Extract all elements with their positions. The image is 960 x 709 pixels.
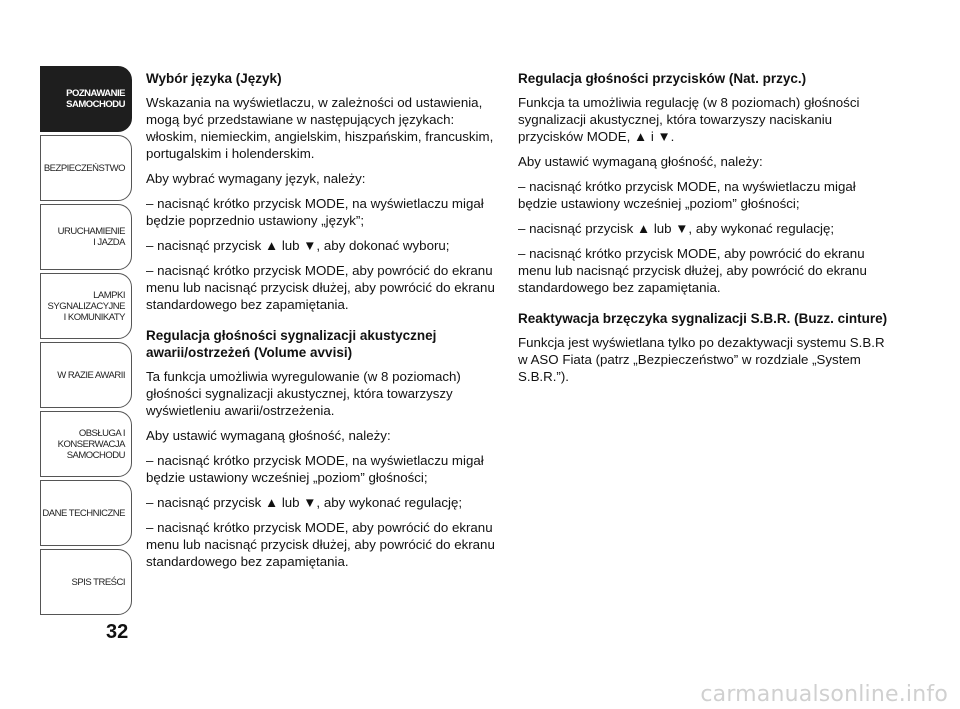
paragraph: Ta funkcja umożliwia wyregulowanie (w 8 poziomach) głośności sygnalizacji akustycznej, która towarzyszy wyświetleniu awarii/ostrzeżenia.	[146, 369, 461, 418]
paragraph: Wskazania na wyświetlaczu, w zależności od ustawienia, mogą być przedstawiane w następujących językach: włoskim, niemieckim, angielskim, hiszpańskim, francuskim, portugalskim i holenderskim.	[146, 95, 494, 161]
tab-spis-tresci[interactable]: SPIS TREŚCI	[40, 549, 132, 615]
list-step: – nacisnąć krótko przycisk MODE, na wyświetlaczu migał będzie ustawiony wcześniej „poziom” głośności;	[518, 179, 856, 211]
tab-bezpieczenstwo[interactable]: BEZPIECZEŃSTWO	[40, 135, 132, 201]
section-heading: Regulacja głośności przycisków (Nat. przyc.)	[518, 71, 807, 86]
list-step: – nacisnąć krótko przycisk MODE, aby powrócić do ekranu menu lub nacisnąć przycisk dłużej, aby powrócić do ekranu standardowego bez zapamiętania.	[518, 246, 867, 295]
list-step: – nacisnąć krótko przycisk MODE, na wyświetlaczu migał będzie ustawiony wcześniej „poziom” głośności;	[146, 453, 484, 485]
list-step: – nacisnąć krótko przycisk MODE, aby powrócić do ekranu menu lub nacisnąć przycisk dłużej, aby powrócić do ekranu standardowego bez zapamiętania.	[146, 263, 495, 312]
list-step: – nacisnąć przycisk ▲ lub ▼, aby wykonać regulację;	[146, 495, 463, 510]
tab-poznawanie-samochodu[interactable]: POZNAWANIE SAMOCHODU	[40, 66, 132, 132]
section-heading: Regulacja głośności sygnalizacji akustycznej awarii/ostrzeżeń (Volume avvisi)	[146, 328, 437, 360]
right-column	[518, 70, 888, 399]
section-button-volume	[518, 70, 888, 296]
list-step: – nacisnąć krótko przycisk MODE, na wyświetlaczu migał będzie poprzednio ustawiony „język”;	[146, 196, 484, 228]
tab-lampki-sygnalizacyjne[interactable]: LAMPKI SYGNALIZACYJNE I KOMUNIKATY	[40, 273, 132, 339]
section-heading: Wybór języka (Język)	[146, 71, 282, 86]
list-step: – nacisnąć krótko przycisk MODE, aby powrócić do ekranu menu lub nacisnąć przycisk dłużej, aby powrócić do ekranu standardowego bez zapamiętania.	[146, 520, 495, 569]
section-language	[146, 70, 502, 313]
paragraph: Funkcja ta umożliwia regulację (w 8 poziomach) głośności sygnalizacji akustycznej, która towarzyszy naciskaniu przycisków MODE, ▲ i ▼.	[518, 95, 860, 144]
watermark: carmanualsonline.info	[700, 682, 948, 707]
section-heading: Reaktywacja brzęczyka sygnalizacji S.B.R. (Buzz. cinture)	[518, 311, 888, 326]
tab-uruchamianie-i-jazda[interactable]: URUCHAMIENIE I JAZDA	[40, 204, 132, 270]
tab-dane-techniczne[interactable]: DANE TECHNICZNE	[40, 480, 132, 546]
paragraph: Aby wybrać wymagany język, należy:	[146, 171, 366, 186]
left-column	[146, 70, 502, 584]
tab-obsluga-i-konserwacja[interactable]: OBSŁUGA I KONSERWACJA SAMOCHODU	[40, 411, 132, 477]
paragraph: Aby ustawić wymaganą głośność, należy:	[146, 428, 391, 443]
list-step: – nacisnąć przycisk ▲ lub ▼, aby wykonać regulację;	[518, 221, 835, 236]
list-step: – nacisnąć przycisk ▲ lub ▼, aby dokonać wyboru;	[146, 238, 450, 253]
paragraph: Aby ustawić wymaganą głośność, należy:	[518, 154, 763, 169]
section-warning-volume	[146, 327, 502, 570]
page-number: 32	[106, 621, 129, 643]
paragraph: Funkcja jest wyświetlana tylko po dezaktywacji systemu S.B.R w ASO Fiata (patrz „Bezpieczeństwo” w rozdziale „System S.B.R.”).	[518, 335, 885, 384]
section-sbr-buzzer	[518, 310, 888, 385]
tab-w-razie-awarii[interactable]: W RAZIE AWARII	[40, 342, 132, 408]
